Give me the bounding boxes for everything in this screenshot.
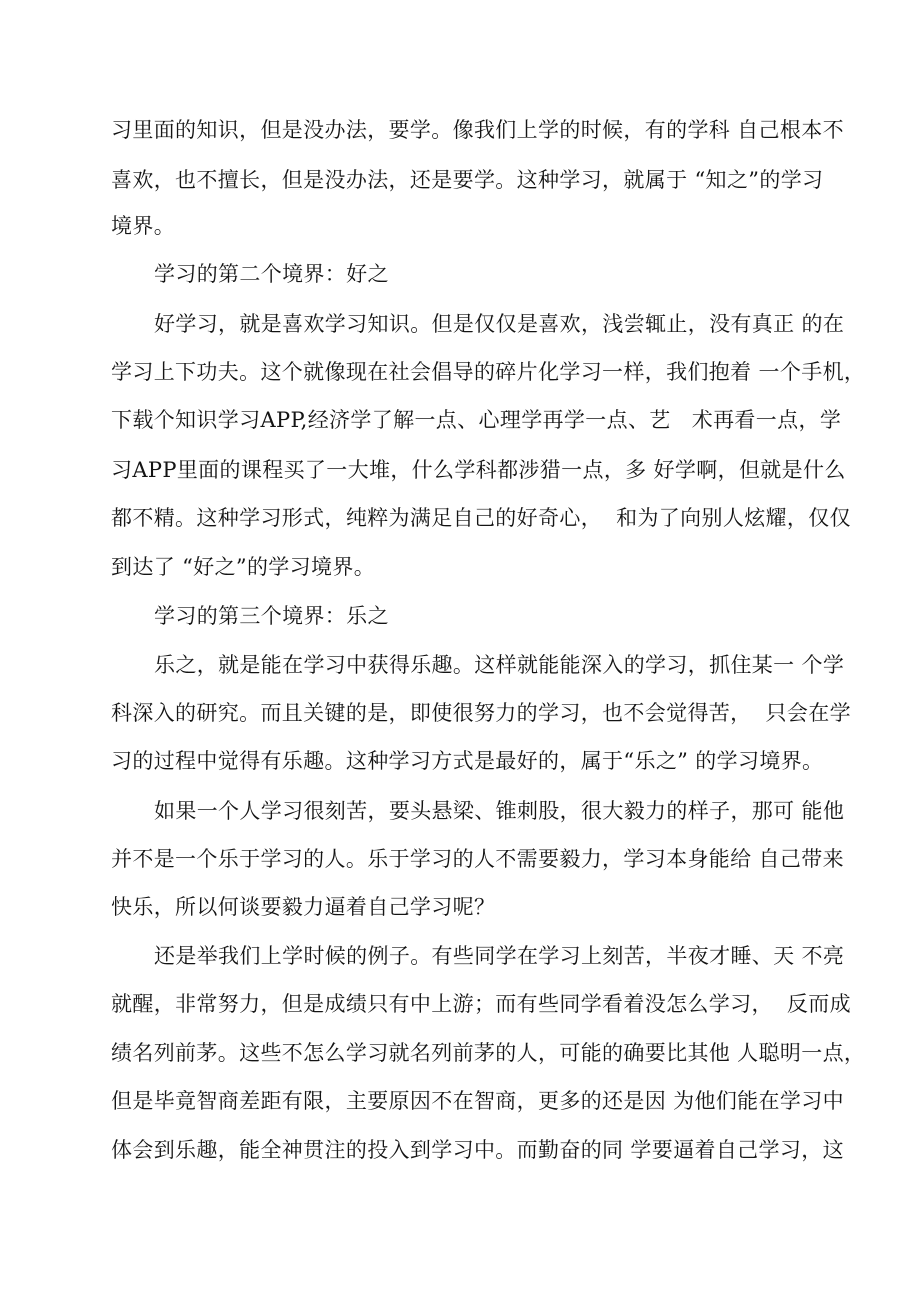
text-line: 好学习，就是喜欢学习知识。但是仅仅是喜欢，浅尝辄止，没有真正 的在 [154,312,845,336]
text-line: 习里面的知识，但是没办法，要学。像我们上学的时候，有的学科 自己根本不 [111,118,844,142]
text-line: 喜欢，也不擅长，但是没办法，还是要学。这种学习，就属于 “知之”的学习 [111,168,824,192]
text-line: 如果一个人学习很刻苦，要头悬梁、锥刺股，很大毅力的样子，那可 能他 [154,799,845,823]
section-heading: 学习的第三个境界：乐之 [154,604,389,628]
text-line: 还是举我们上学时候的例子。有些同学在学习上刻苦，半夜才睡、天 不亮 [154,944,845,968]
text-line: 体会到乐趣，能全神贯注的投入到学习中。而勤奋的同 学要逼着自己学习，这 [111,1138,844,1162]
text-line: 并不是一个乐于学习的人。乐于学习的人不需要毅力，学习本身能给 自己带来 [111,847,844,871]
text-line: 习APP里面的课程买了一大堆，什么学科都涉猎一点，多 好学啊，但就是什么 [111,458,846,482]
text-line: 习的过程中觉得有乐趣。这种学习方式是最好的，属于“乐之” 的学习境界。 [111,749,824,773]
section-heading: 学习的第二个境界：好之 [154,262,389,286]
text-line: 就醒，非常努力，但是成绩只有中上游；而有些同学看着没怎么学习， 反而成 [111,992,851,1016]
text-line: 乐之，就是能在学习中获得乐趣。这样就能能深入的学习，抓住某一 个学 [154,653,845,677]
text-line: 但是毕竟智商差距有限，主要原因不在智商，更多的还是因 为他们能在学习中 [111,1089,844,1113]
text-line: 科深入的研究。而且关键的是，即使很努力的学习，也不会觉得苦， 只会在学 [111,701,851,725]
text-line: 下载个知识学习APP,经济学了解一点、心理学再学一点、艺 术再看一点，学 [111,408,842,432]
text-line: 快乐，所以何谈要毅力逼着自己学习呢？ [111,895,496,919]
text-line: 都不精。这种学习形式，纯粹为满足自己的好奇心， 和为了向别人炫耀，仅仅 [111,506,851,530]
text-line: 到达了 “好之”的学习境界。 [111,555,376,579]
text-line: 学习上下功夫。这个就像现在社会倡导的碎片化学习一样，我们抱着 一个手机， [111,360,866,384]
text-line: 境界。 [111,214,176,238]
text-line: 绩名列前茅。这些不怎么学习就名列前茅的人，可能的确要比其他 人聪明一点， [111,1041,866,1065]
